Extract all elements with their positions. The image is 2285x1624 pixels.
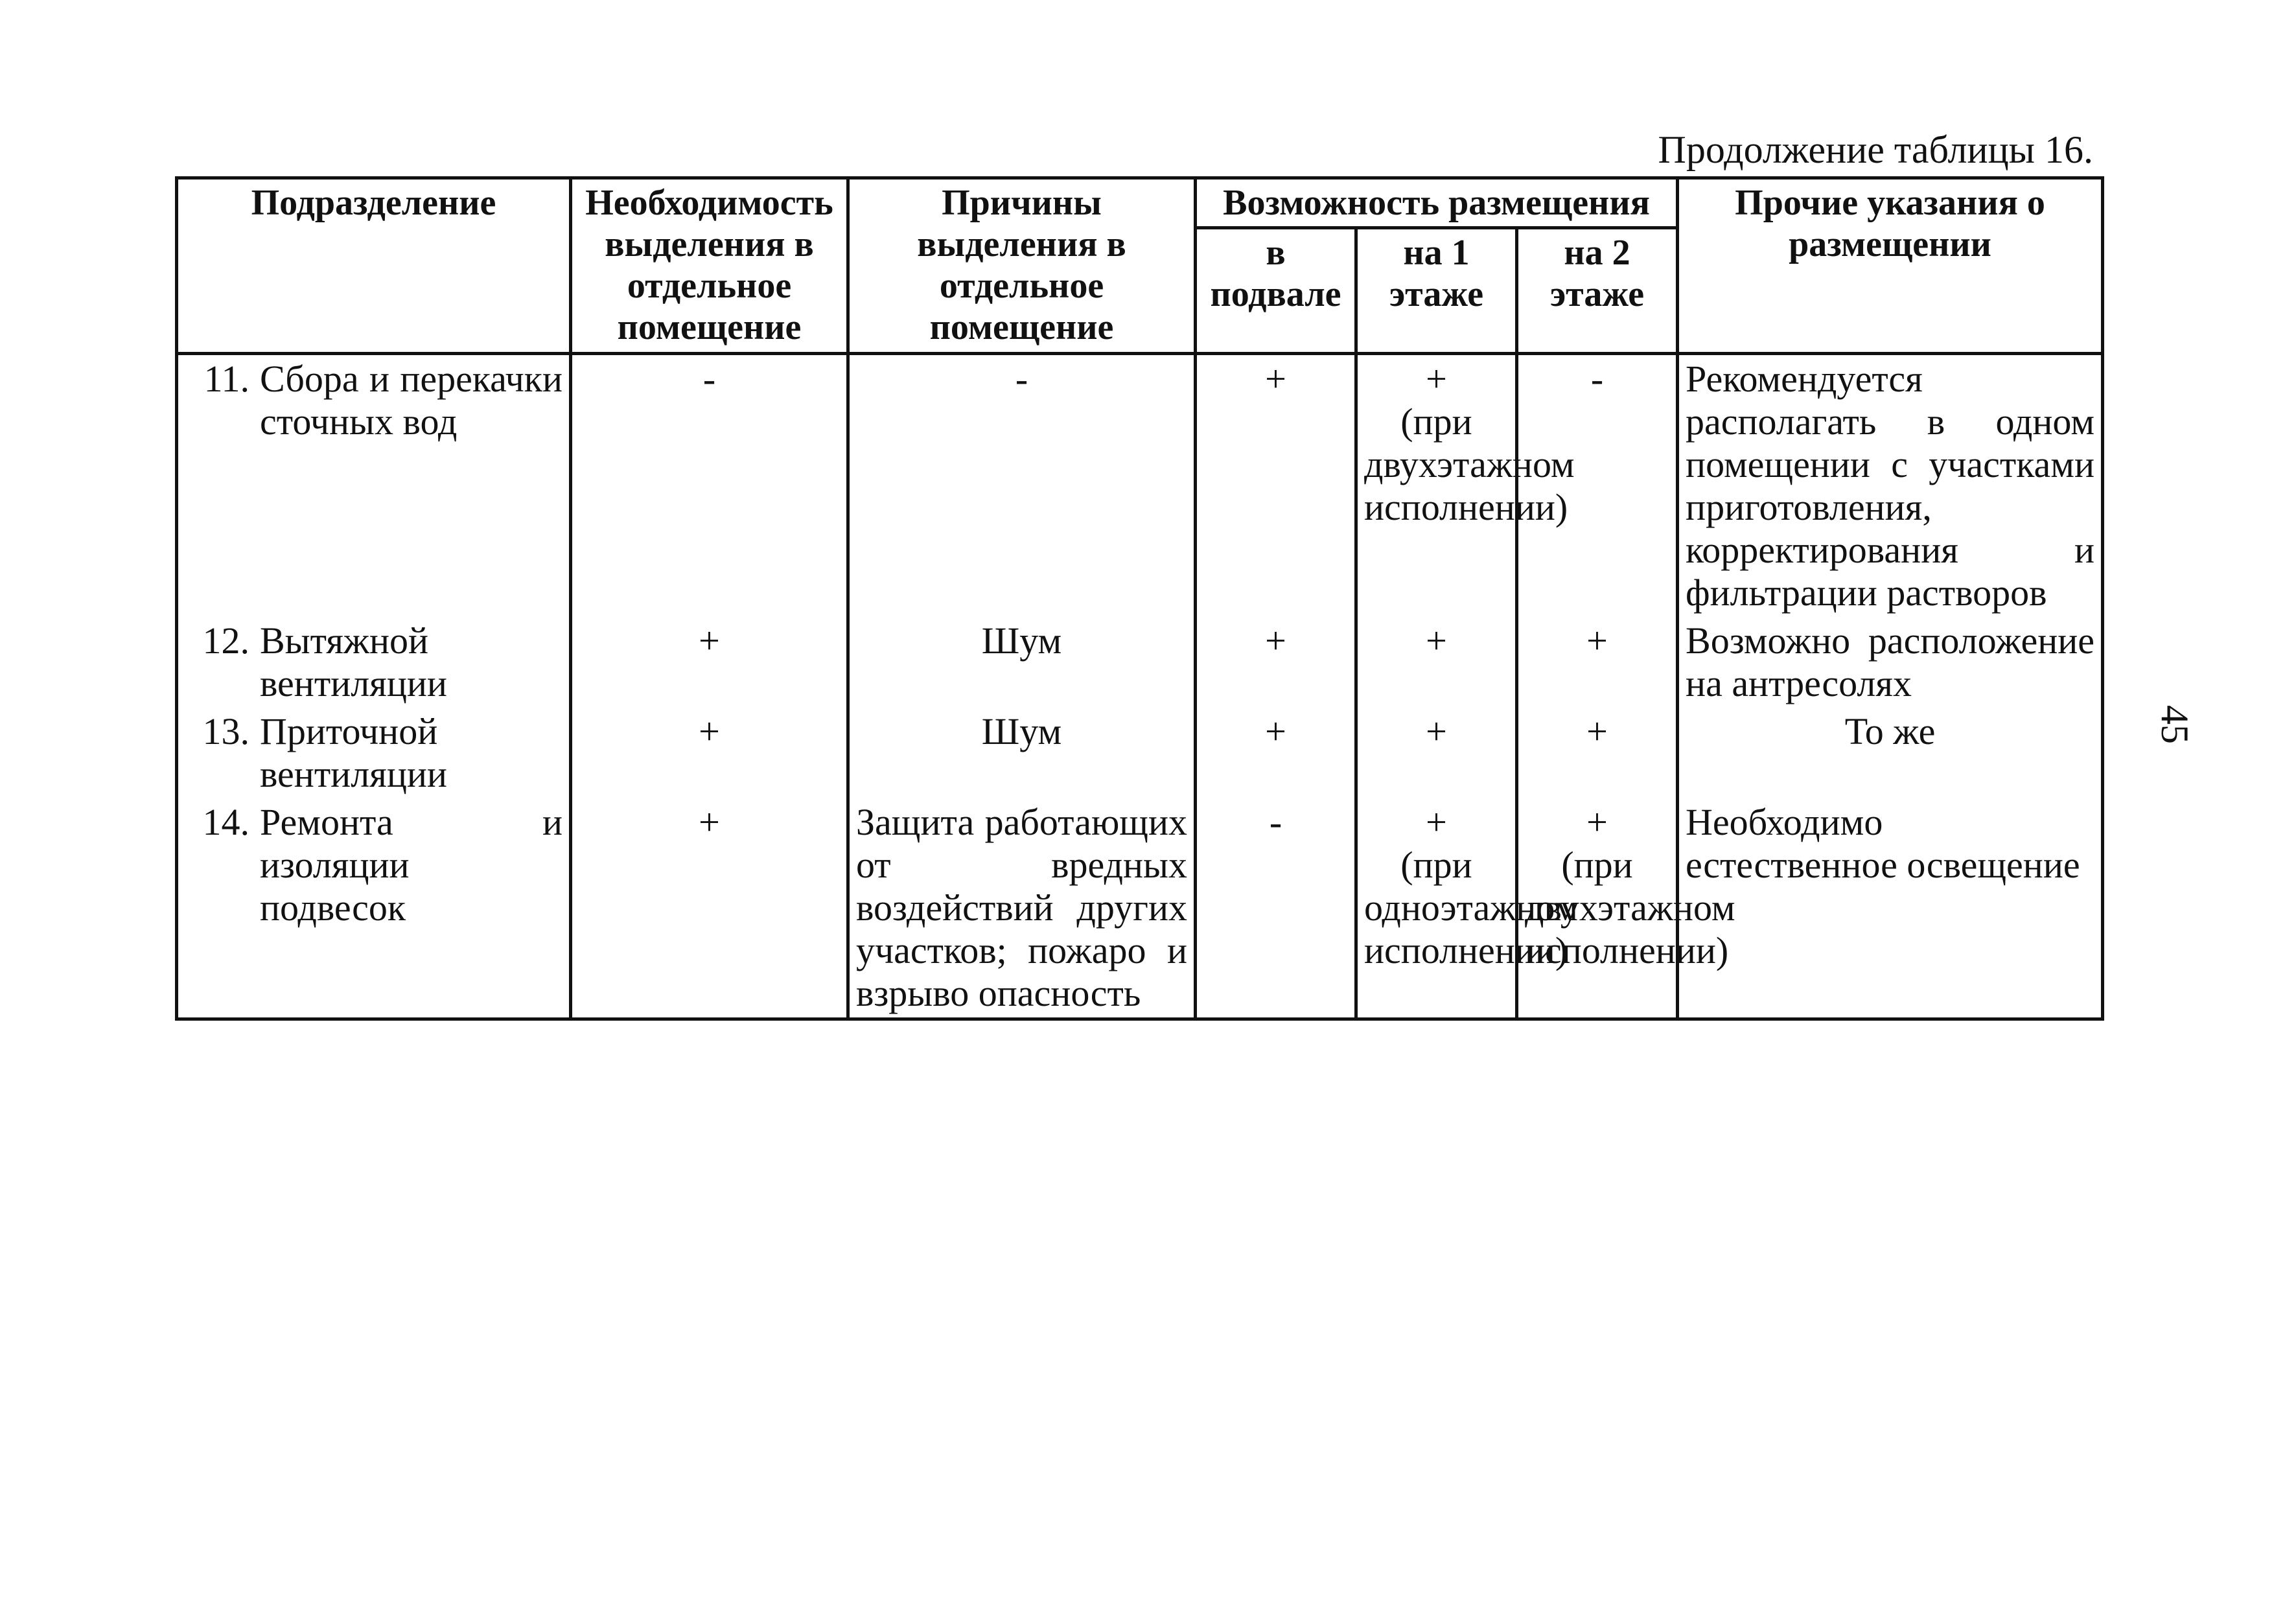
reasons-cell: Защита работающих от вредных воздействий других участков; пожаро и взрыво опасность — [848, 798, 1196, 1019]
table-continuation-label: Продолжение таблицы 16. — [1658, 128, 2093, 171]
other-instructions-cell: То же — [1678, 708, 2103, 798]
header-floor-1: на 1 этаже — [1356, 228, 1517, 354]
row-number: 12. — [202, 620, 249, 662]
basement-cell: - — [1196, 798, 1356, 1019]
subdivision-cell — [177, 798, 571, 1019]
basement-cell: + — [1196, 354, 1356, 618]
necessity-cell: + — [571, 708, 848, 798]
other-instructions-cell: Необходимо естественное освещение — [1678, 798, 2103, 1019]
row-number: 11. — [203, 358, 249, 400]
floor-2-cell — [1517, 798, 1735, 1019]
floor-2-mark: + — [1586, 710, 1608, 752]
floor-1-mark: + — [1426, 620, 1447, 662]
table-row — [177, 708, 2103, 798]
subdivision-name: Вытяжной вентиляции — [260, 620, 447, 704]
reasons-cell: Шум — [848, 617, 1196, 708]
row-number: 14. — [202, 801, 249, 843]
placement-table — [175, 176, 2104, 1021]
floor-1-mark: + — [1426, 710, 1447, 752]
subdivision-cell — [177, 708, 571, 798]
floor-2-mark: + — [1586, 620, 1608, 662]
subdivision-cell — [177, 617, 571, 708]
other-instructions-cell: Рекомендуется располагать в одном помещении с участками приготовления, корректирования и фильтрации растворов — [1678, 354, 2103, 618]
reasons-cell: Шум — [848, 708, 1196, 798]
header-subdivision: Подразделение — [177, 178, 571, 354]
subdivision-cell — [177, 354, 571, 618]
reasons-cell: - — [848, 354, 1196, 618]
floor-1-cell — [1356, 617, 1517, 708]
floor-1-cell — [1356, 354, 1575, 618]
floor-2-cell — [1517, 708, 1678, 798]
necessity-cell: - — [571, 354, 848, 618]
basement-cell: + — [1196, 617, 1356, 708]
table-row — [177, 354, 2103, 618]
header-other-instructions: Прочие указания о размещении — [1678, 178, 2103, 354]
subdivision-name: Приточной вентиляции — [260, 710, 447, 795]
header-reasons: Причины выделения в отдельное помещение — [848, 178, 1196, 354]
header-necessity: Необходимость выделения в отдельное помещение — [571, 178, 848, 354]
floor-2-mark: + — [1586, 801, 1608, 843]
table-row — [177, 617, 2103, 708]
header-placement-possibility: Возможность размещения — [1196, 178, 1678, 228]
table-row — [177, 798, 2103, 1019]
floor-1-note: (при одноэтажном исполнении) — [1364, 844, 1578, 971]
subdivision-name: Сбора и перекачки сточных вод — [260, 358, 563, 443]
necessity-cell: + — [571, 798, 848, 1019]
subdivision-name: Ремонта и изоляции подвесок — [260, 801, 563, 929]
row-number: 13. — [202, 710, 249, 752]
header-basement: в подвале — [1196, 228, 1356, 354]
floor-2-mark: - — [1590, 358, 1604, 400]
page-number: 45 — [2153, 705, 2196, 744]
floor-1-mark: + — [1426, 801, 1447, 843]
floor-1-cell — [1356, 798, 1578, 1019]
other-instructions-cell: Возможно расположение на антресолях — [1678, 617, 2103, 708]
floor-2-note: (при двухэтажном исполнении) — [1525, 844, 1735, 971]
floor-1-mark: + — [1426, 358, 1447, 400]
floor-1-note: (при двухэтажном исполнении) — [1364, 400, 1575, 528]
header-floor-2: на 2 этаже — [1517, 228, 1678, 354]
basement-cell: + — [1196, 708, 1356, 798]
floor-1-cell — [1356, 708, 1517, 798]
floor-2-cell — [1517, 617, 1678, 708]
necessity-cell: + — [571, 617, 848, 708]
